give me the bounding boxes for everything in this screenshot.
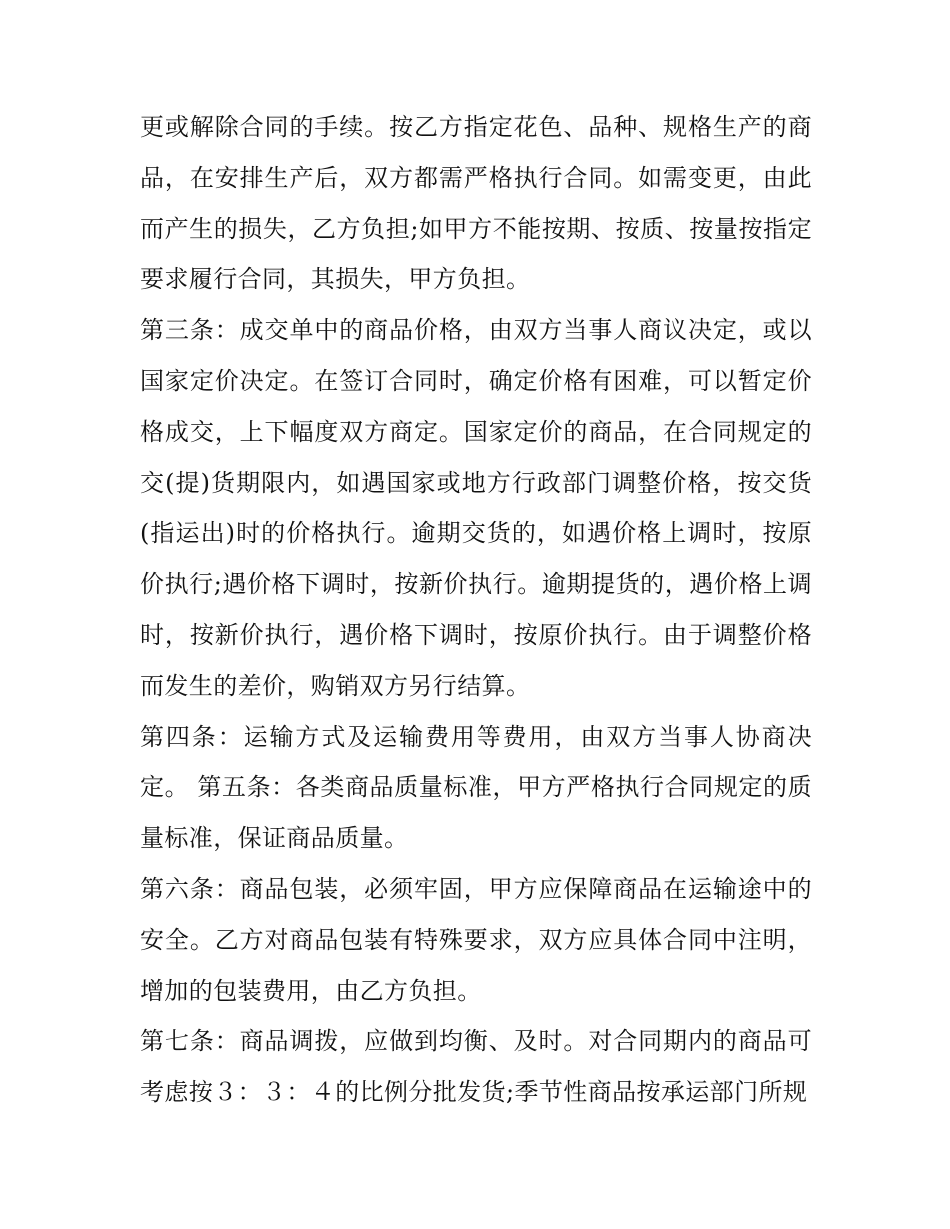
- paragraph-article-3-pricing: 第三条：成交单中的商品价格，由双方当事人商议决定，或以国家定价决定。在签订合同时，确定价格有困难，可以暂定价格成交，上下幅度双方商定。国家定价的商品，在合同规定的交(提)货期限内，如遇国家或地方行政部门调整价格，按交货(指运出)时的价格执行。逾期交货的，如遇价格上调时，按原价执行;遇价格下调时，按新价执行。逾期提货的，遇价格上调时，按新价执行，遇价格下调时，按原价执行。由于调整价格而发生的差价，购销双方另行结算。: [140, 316, 812, 700]
- paragraph-article-4-5-transport-quality: 第四条：运输方式及运输费用等费用，由双方当事人协商决定。 第五条：各类商品质量标准，甲方严格执行合同规定的质量标准，保证商品质量。: [140, 722, 812, 853]
- paragraph-article-7-allocation: 第七条：商品调拨，应做到均衡、及时。对合同期内的商品可考虑按３：３：４的比例分批发货;季节性商品按承运部门所规: [140, 1027, 812, 1107]
- paragraph-article-6-packaging: 第六条：商品包装，必须牢固，甲方应保障商品在运输途中的安全。乙方对商品包装有特殊要求，双方应具体合同中注明，增加的包装费用，由乙方负担。: [140, 874, 812, 1005]
- document-body: [140, 102, 812, 1118]
- paragraph-contract-changes: 更或解除合同的手续。按乙方指定花色、品种、规格生产的商品，在安排生产后，双方都需严格执行合同。如需变更，由此而产生的损失，乙方负担;如甲方不能按期、按质、按量按指定要求履行合同，其损失，甲方负担。: [140, 113, 812, 294]
